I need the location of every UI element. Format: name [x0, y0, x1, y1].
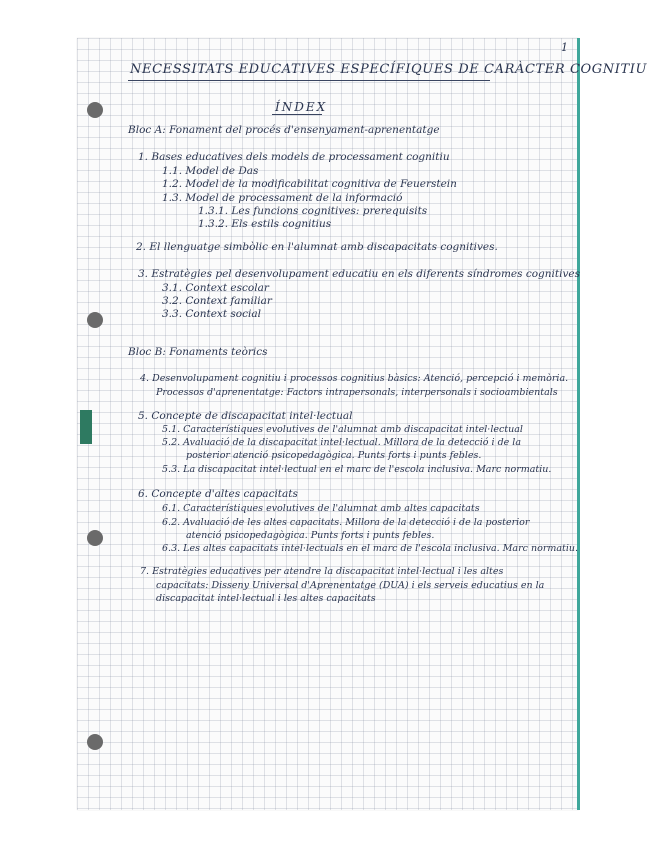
index-subitem: 1.1. Model de Das	[162, 165, 259, 177]
index-item: 1. Bases educatives dels models de processament cognitiu	[138, 151, 450, 163]
index-item-continuation: Processos d'aprenentatge: Factors intrapersonals, interpersonals i socioambientals	[156, 387, 558, 398]
index-item-continuation: discapacitat intel·lectual i les altes capacitats	[156, 593, 376, 604]
bloc-b-heading: Bloc B: Fonaments teòrics	[128, 346, 268, 358]
index-subitem: 6.2. Avaluació de les altes capacitats. Millora de la detecció i de la posterior	[162, 517, 530, 528]
index-subitem-continuation: atenció psicopedagògica. Punts forts i punts febles.	[186, 530, 435, 541]
index-subsubitem: 1.3.1. Les funcions cognitives: prerequisits	[198, 205, 428, 217]
index-subitem: 3.2. Context familiar	[162, 295, 272, 307]
punch-hole	[87, 530, 103, 546]
index-subitem: 6.1. Característiques evolutives de l'alumnat amb altes capacitats	[162, 503, 480, 514]
index-item: 5. Concepte de discapacitat intel·lectual	[138, 410, 353, 422]
index-underline	[272, 114, 322, 115]
index-subitem: 6.3. Les altes capacitats intel·lectuals en el marc de l'escola inclusiva. Marc normatiu.	[162, 543, 579, 554]
index-subitem: 5.1. Característiques evolutives de l'alumnat amb discapacitat intel·lectual	[162, 424, 523, 435]
index-subitem: 1.2. Model de la modificabilitat cognitiva de Feuerstein	[162, 178, 457, 190]
punch-hole	[87, 312, 103, 328]
page-edge-stripe	[577, 38, 580, 810]
index-subitem: 3.1. Context escolar	[162, 282, 269, 294]
punch-hole	[87, 102, 103, 118]
index-subitem: 3.3. Context social	[162, 308, 261, 320]
index-subitem: 5.2. Avaluació de la discapacitat intel·lectual. Millora de la detecció i de la	[162, 437, 522, 448]
index-item: 6. Concepte d'altes capacitats	[138, 488, 298, 500]
page-number: 1	[561, 41, 568, 54]
index-heading: ÍNDEX	[275, 100, 328, 114]
brand-tag	[80, 410, 92, 444]
index-subitem: 5.3. La discapacitat intel·lectual en el marc de l'escola inclusiva. Marc normatiu.	[162, 464, 552, 475]
index-item: 3. Estratègies pel desenvolupament educatiu en els diferents síndromes cognitives	[138, 268, 581, 280]
index-item-continuation: capacitats: Disseny Universal d'Aprenentatge (DUA) i els serveis educatius en la	[156, 580, 545, 591]
page-title: NECESSITATS EDUCATIVES ESPECÍFIQUES DE CARÀCTER COGNITIU	[130, 62, 648, 77]
bloc-a-heading: Bloc A: Fonament del procés d'ensenyament-aprenentatge	[128, 124, 440, 136]
title-underline	[128, 80, 490, 81]
index-subitem-continuation: posterior atenció psicopedagògica. Punts forts i punts febles.	[186, 450, 482, 461]
index-item: 7. Estratègies educatives per atendre la discapacitat intel·lectual i les altes	[140, 566, 504, 577]
punch-hole	[87, 734, 103, 750]
index-item: 2. El llenguatge simbòlic en l'alumnat amb discapacitats cognitives.	[136, 241, 498, 253]
index-subsubitem: 1.3.2. Els estils cognitius	[198, 218, 332, 230]
index-item: 4. Desenvolupament cognitiu i processos cognitius bàsics: Atenció, percepció i memòria.	[140, 373, 569, 384]
index-subitem: 1.3. Model de processament de la informació	[162, 192, 403, 204]
